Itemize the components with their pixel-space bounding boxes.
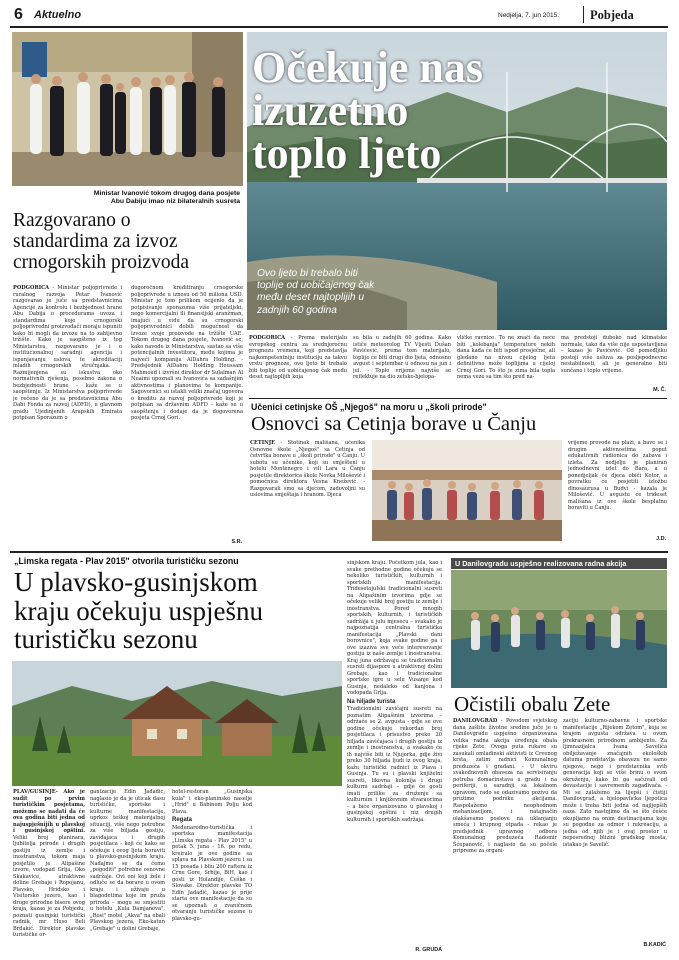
cetinje-photo — [372, 440, 562, 541]
zeta-col-2: zaciju kulturno-zabavne i sportske manifestacije „Rijekom Zetom", koja se krajem avgusta održava u ovom prekrasnom prirodnom ambijentu. Za ljimnazijalca Ivana Savelića obilježavanje značajnih ekoloških datuma predstavlja obavezu ne samo njegove, nego i predstavnika svih generacija koji se više brinu o svom okruženju, kako bi ga sačuvali od devastacije i savremenih zagađivača. - Mi se zalažemo za lijepši i čistiji Danilovgrad, a bjelopavlićka ljepotica može i treba biti jedna od najljepših oaza. Zato nastojimo da se što češće okupljamo na onim destinacijama koje su pogodne za odmor i rekreaciju, a jedna od njih je i ovaj prostor u neposrednoj blizini gradskog mosta, istakao je Savelić. — [563, 718, 667, 848]
cetinje-col-1: CETINJE - Stotinak mališana, učenika Osnovne škole „Njegoš" sa Cetinja od četvrtka borave u „školi prirode" u Čanju. U subotu su učenike, koji su smješteni u hotelu Montenegro i vili Lara u Čanju posjetile direktorica škole Novka Milošević i pomoćnica direktora Vesna Knežević. - Razgovarali smo sa djecom, zadovoljni su uslovima smještaja i hranom. Djeca — [250, 440, 365, 498]
section-label: Aktuelno — [34, 9, 82, 21]
top-story-col-2: su bila u zadnjih 60 godina. Kako ističe meteorolog TV Vijesti Dušan Pavićević, prema tom materijalu, toplije će biti drugi dio ljeta, odnosno avgust i septembar u odnosu na jun i jul. - Toplo vrijeme najviše se reflektuje na dio zetsko-bjelopa- — [353, 335, 451, 380]
limska-col-2: ganizacije Edin Jadadić, naglasio je da je uticak dasu turističke, sportske i kulturne manifestacije, uprkos teškoj materijalnoj situaciji, više nego potrebne za više biljada gostiju, zaviđajaca i drugih posjetilaca - koji će kako se očekuje i ovog ljeta boraviti u plavsko-gusinjskom kraju. Nadajmo se da ćemo „pogoditi" potrebne osnovne sadržaje. Ovi oni koji žele i odluče se da borave u ovom kraju i uživaju u blagodetima koje im pruža priroda – mogu se smjestiti u hotelu „Kula Damjanova", „Rosi" motel „Akva" na obali Plavskog jezera, Eko-katun „Grebaje" u dolini Grebaje, — [90, 789, 165, 932]
subhead-line-4: zadnjih 60 godina — [257, 304, 337, 316]
ministar-col-2: dugoročnom kreditiranju crnogorske poljoprivrede u iznosu od 50 miliona USD. Ministar je tom prilikom ocijenio da je potpisivanje sporazuma više prijateljski, nego komercijalni ili finansijski aranžman, imajući u vidu da su crnogorski poljoprivrednici dobili mogućnost da izvoze svoje proizvode na tržište UAE. Tokom drugog dana posjete, Ivanović se, kako navode iz Ministarstva, sastao sa više potencijalnih investitora, među kojima je najveći kompanija AlDahra Holding. - Predsjednik AlDahre Holding Houssam Mahmoud i izvršni direktor dr Sulaiman Al Nuaimi upoznali su Ivanovića sa sadašnjim aktivnostima i planovima te kompanije. Sagovornici su istakli veliki značaj ugovora o kreditu za razvoj poljoprivrede koji je potpisan sa državnim ADFD - kaže se u saopštenju i dodaje da je dogovorena posjeta Crnoj Gori. — [131, 285, 243, 421]
limska-subhead-turisti: Na hiljade turista — [347, 698, 396, 705]
limska-dateline: PLAV/GUSINJE — [13, 789, 56, 795]
headline-line-3: toplo ljeto — [252, 129, 442, 178]
top-story-dateline: PODGORICA — [249, 335, 286, 341]
headline-line-2: izuzetno — [252, 86, 409, 135]
top-story-headline — [252, 43, 483, 178]
header-rule — [10, 26, 668, 28]
limska-kicker: „Limska regata - Plav 2015" otvorila turističku sezonu — [14, 556, 239, 566]
zeta-dateline: DANILOVGRAD — [453, 718, 498, 724]
zeta-headline: Očistili obalu Zete — [454, 692, 611, 716]
zeta-cleanup-photo — [451, 570, 667, 688]
section-rule — [10, 551, 668, 553]
header-divider — [583, 6, 584, 23]
plav-landscape-photo — [12, 661, 342, 786]
limska-signature: R. GRUDA — [415, 947, 442, 953]
top-story-signature: M. Č. — [653, 387, 666, 393]
headline-line-1: Očekuje nas — [252, 43, 483, 92]
zeta-col-1: DANILOVGRAD - Povodom svjetskog dana zaštite životne sredine juče je u Danilovgradu uspješno organizovana velika radna akcija uređenja obala rijeke Zete. Ovoga puta rukave su zasukali omladinski aktivisti iz Crvenog krsta, zatim radnici Komunalnog preduzeća i građani. - U okviru svakodnevnih obaveza na servisiranju potreba domaćinstava u gradu i na periferiji, u saradnji sa lokalnom upravom, rado se odazivamo pozivu da pružimo podršku akcijama. Raspolažemo neophodnom mehanizacijom, i natajnačin olakšavamo poslove na uklanjanju smeća i krupnog otpada - rekao je predsjednik upravnog odbora Komunalnog preduzeća Radomir Šćepanović, i naglasio da su počele pripreme za organi- — [453, 718, 557, 854]
ministar-signature: S.R. — [231, 539, 242, 545]
subhead-line-1: Ovo ljeto bi trebalo biti — [257, 268, 358, 279]
paper-name: Pobjeda — [590, 8, 634, 22]
limska-col-4: sinjskom kraju. Početkom jula, kao i svake prethodne godine očekuju se nekoliko turističkih, kulturnih i sportskih manifestacija. Tridesetojulski tradicionalni susreti na Alipašinim izvorima gdje se očekuje veliki broj gostiju iz zemlje i inostranstva. Pored mnogih sportskih, kulturnih, i turističkih sadržaja u julu mjesecu – svakako je najpoznatija centralna turistička manifestacija „Plavski dani borovnice", koja svake godine pa i ove izaziva sve veće interesovanje gostiju iz naše zemlje i inostranstva. Kraj juna održavaju se tradicionalni susreti dijaspore u atraktivnoj dolini Grebaje, kao i tradicionalne sportske igre u selu Vusanje kod Gusinja, nedaleko od kanjona i vodopada Grlja. Na hiljade turista Tradicionalni zavičajni susreti na poznatim Alipašinim izvorima – održaće se 2. avgusta - gdje se ove godine očekuje rekordan broj posjetilaca i prisustvo preko 20 hiljada zavičajaca i drugih gostiju iz zemlje i inostranstva, a svakako će ih najviše biti iz Njujorka, gdje živi preko 30 hiljada ljudi iz ovog kraja, kažu turistički radnici iz Plava i Gusinja. Tu su i plavski knjiželni susreti, likovna kolonija i drugi kulturni sadržaji – gdje će gosti imati priliku za druženje sa kulturnim i književnim stvaraocima – a biće organizovano u plavskoj i gusinjskoj opštini i niz drugih kulturnih i sportskih sadržaja. — [347, 560, 442, 823]
zeta-kicker: U Danilovgradu uspješno realizovana radna akcija — [451, 558, 667, 569]
subhead-line-2: toplije od uobičajenog čak — [257, 280, 375, 292]
cetinje-col-2: vrijeme provode na plaži, a bave se i drugim aktivnostima poput edukativnih radionica do zabava i izleta. Za nedjelju je planiran jednodnevni izlet do Bara, a u ponedjeljak će djeca obići Kotor, a povratku će posjetiti izložbu dinosaurusa u Budvi - kazala je Milošević. U avgustu će trideset mališana iz ove škole besplatno boraviti u Čanju. — [568, 440, 667, 511]
cetinje-dateline: CETINJE — [250, 440, 276, 446]
ministar-col-1: PODGORICA - Ministar poljoprivrede i ruralnog razvoja Petar Ivanović razgovarao je juče sa predstavnicima Agencije za kontrolu i bezbjednost hrane Abu Dabija o procedurama uvoza i standardima koje crnogorski poljoprivredni proizvođači moraju ispuniti kako bi mogli da izvoze na to zahtjevno tržište. Kako je saopšteno iz tog Ministarstva, razgovarano je i o institucionalnoj saradnji agencija i ispunjavanju uslova, te akreditaciji mladih crnogorskih stručnjaka. - Razmijenjena su iskustva oko normativnih rješenja, posebno zakona o bezbjednosti hrane - kaže se u saopštenju. Iz Ministarstva poljoprivrede je rečeno da je sa predstavnicima Abu Dabi Fonda za razvoj (ADFD), u glavnom gradu Ujedinjenih Arapskih Emirata potpisan Sporazum o — [13, 285, 122, 421]
cetinje-kicker: Učenici cetinjske OŠ „Njegoš" na moru u „školi prirode" — [251, 402, 487, 412]
top-story-col-4: ma predstoji duboko nad klimatske normale, tako da više nije uspostavljena – kazao je Pavićević. Od pomeđljiku postoji više usluva za posljepodnevne nestabilnosti, ali je generalno biti sunčano i toplo vrijeme. — [561, 335, 667, 374]
ministar-dateline: PODGORICA — [13, 285, 50, 291]
top-story-col-3: vličke ravnice. To ne znači da neće biti „kolebanja" temperature nekih dana kada će biti ispod prosječne, ali gledano na nivou cijelog ljeta definitivno može toplijima u cijeloj Crnoj Gori. To što je zima bila topla nema veze sa tim što pred na- — [457, 335, 555, 380]
cetinje-rule — [249, 398, 667, 399]
issue-date: Nedjelja, 7. jun 2015. — [498, 12, 560, 19]
cetinje-signature: J.D. — [656, 536, 666, 542]
page-number: 6 — [14, 6, 23, 23]
limska-subhead-regata: Regata — [172, 817, 193, 823]
ministar-headline: Razgovarano o standardima za izvoz crnogorskih proizvoda — [13, 210, 189, 273]
limska-col-3: hotel-restoran „Gusinjska kula" i eko-planinsko naselje „Hrid" u Babinom Polju kod Plava. Regata Međunarodno-turistička i sportska manifestacija „Limska regata - Plav 2015" u petak 5. juna - 16. po redu, kreiralo je ove godine sa splava na Plavskom jezeru i sa 15 posada i bliu 200 raftera iz Crne Gore, Srbije, BiH, kao i gosti iz Holandije, Češke i Slovake. Direktor plavske TO Edin Jadadić, kazao je prije starta ove manifestacije da su se upoznali o zvaničnom otvaranju turističke sezone u plavsko-gu- — [172, 789, 252, 922]
ministers-photo-caption: Ministar Ivanović tokom drugog dana posjete Abu Dabiju imao niz bilateralnih susreta — [93, 190, 240, 206]
zeta-signature: B.KADIĆ — [643, 942, 666, 948]
ministers-photo — [12, 32, 243, 186]
cetinje-headline: Osnovci sa Cetinja borave u Čanju — [251, 413, 537, 435]
subhead-line-3: među deset najtoplijih u — [257, 292, 365, 304]
limska-headline: U plavsko-gusinjskom kraju očekuju uspješnu turističku sezonu — [14, 567, 263, 654]
top-story-col-1: PODGORICA - Prema materijalu evropskog centra za srednjoročnu prognozu vremena, koji predstavlja najkompetentniju instituciju za takvu vrstu prognoze, ovo ljeto bi trebalo biti toplije od uobičajenog čak među deset najtoplijih koja — [249, 335, 347, 380]
limska-col-1: PLAV/GUSINJE- Ako je sudit po prvim turističkim posjetama, možemo se nadati da će ova godina biti jedna od najuspješnijih u plavskoj i gusinjskoj opštini. Veliki broj planinara, ljubitelja prirode i drugih gostiju iz zemlje i inostranstva, tokom maja posjetilo je Alipašine izvore, vodopad Grlja, Oko Skakavice, atraktivne doline Grebaje i Ropojanu, Plavsko, Hridsko i Visitorsko jezero, kao i druge prirodne bisere ovog kraja, kazao je za Pobjedu, poznati gusinjski turistički radnik, mr Huso Beli Brdakić. Direktor plavske turističke or- — [13, 789, 85, 938]
top-story-subhead — [257, 268, 374, 317]
